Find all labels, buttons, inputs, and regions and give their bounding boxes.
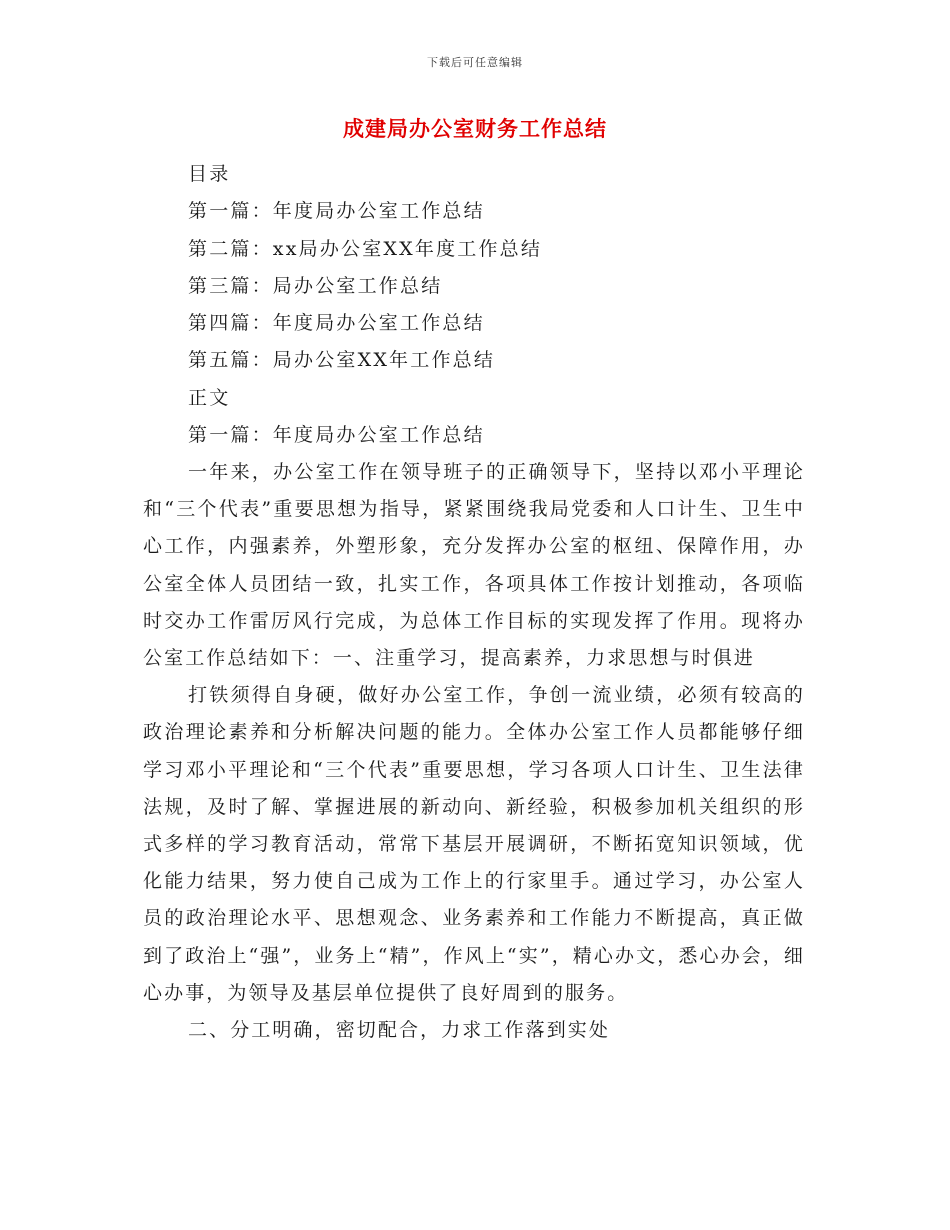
header-note: 下载后可任意编辑 — [427, 56, 523, 69]
chapter-heading: 第一篇：年度局办公室工作总结 — [188, 424, 485, 447]
body-heading: 正文 — [188, 386, 231, 409]
toc-item: 第五篇：局办公室XX年工作总结 — [188, 349, 496, 372]
section-heading: 二、分工明确，密切配合，力求工作落到实处 — [188, 1019, 611, 1042]
document-title: 成建局办公室财务工作总结 — [343, 116, 607, 141]
toc-item: 第三篇：局办公室工作总结 — [188, 274, 443, 297]
toc-heading: 目录 — [188, 163, 231, 185]
paragraph: 一年来，办公室工作在领导班子的正确领导下，坚持以邓小平理论和“三个代表”重要思想为指导，紧紧围绕我局党委和人口计生、卫生中心工作，内强素养，外塑形象，充分发挥办公室的枢纽、保障作用，办公室全体人员团结一致，扎实工作，各项具体工作按计划推动，各项临时交办工作雷厉风行完成，为总体工作目标的实现发挥了作用。现将办公室工作总结如下：一、注重学习，提高素养，力求思想与时俱进 — [143, 461, 805, 670]
toc-item: 第四篇：年度局办公室工作总结 — [188, 312, 485, 335]
paragraph: 打铁须得自身硬，做好办公室工作，争创一流业绩，必须有较高的政治理论素养和分析解决问题的能力。全体办公室工作人员都能够仔细学习邓小平理论和“三个代表”重要思想，学习各项人口计生、卫生法律法规，及时了解、掌握进展的新动向、新经验，积极参加机关组织的形式多样的学习教育活动，常常下基层开展调研，不断拓宽知识领域，优化能力结果，努力使自己成为工作上的行家里手。通过学习，办公室人员的政治理论水平、思想观念、业务素养和工作能力不断提高，真正做到了政治上“强”，业务上“精”，作风上“实”，精心办文，悉心办会，细心办事，为领导及基层单位提供了良好周到的服务。 — [143, 684, 805, 1004]
toc-item: 第一篇：年度局办公室工作总结 — [188, 200, 485, 223]
table-of-contents — [188, 156, 828, 454]
toc-item: 第二篇：xx局办公室XX年度工作总结 — [188, 237, 543, 260]
body-text — [143, 454, 805, 1049]
